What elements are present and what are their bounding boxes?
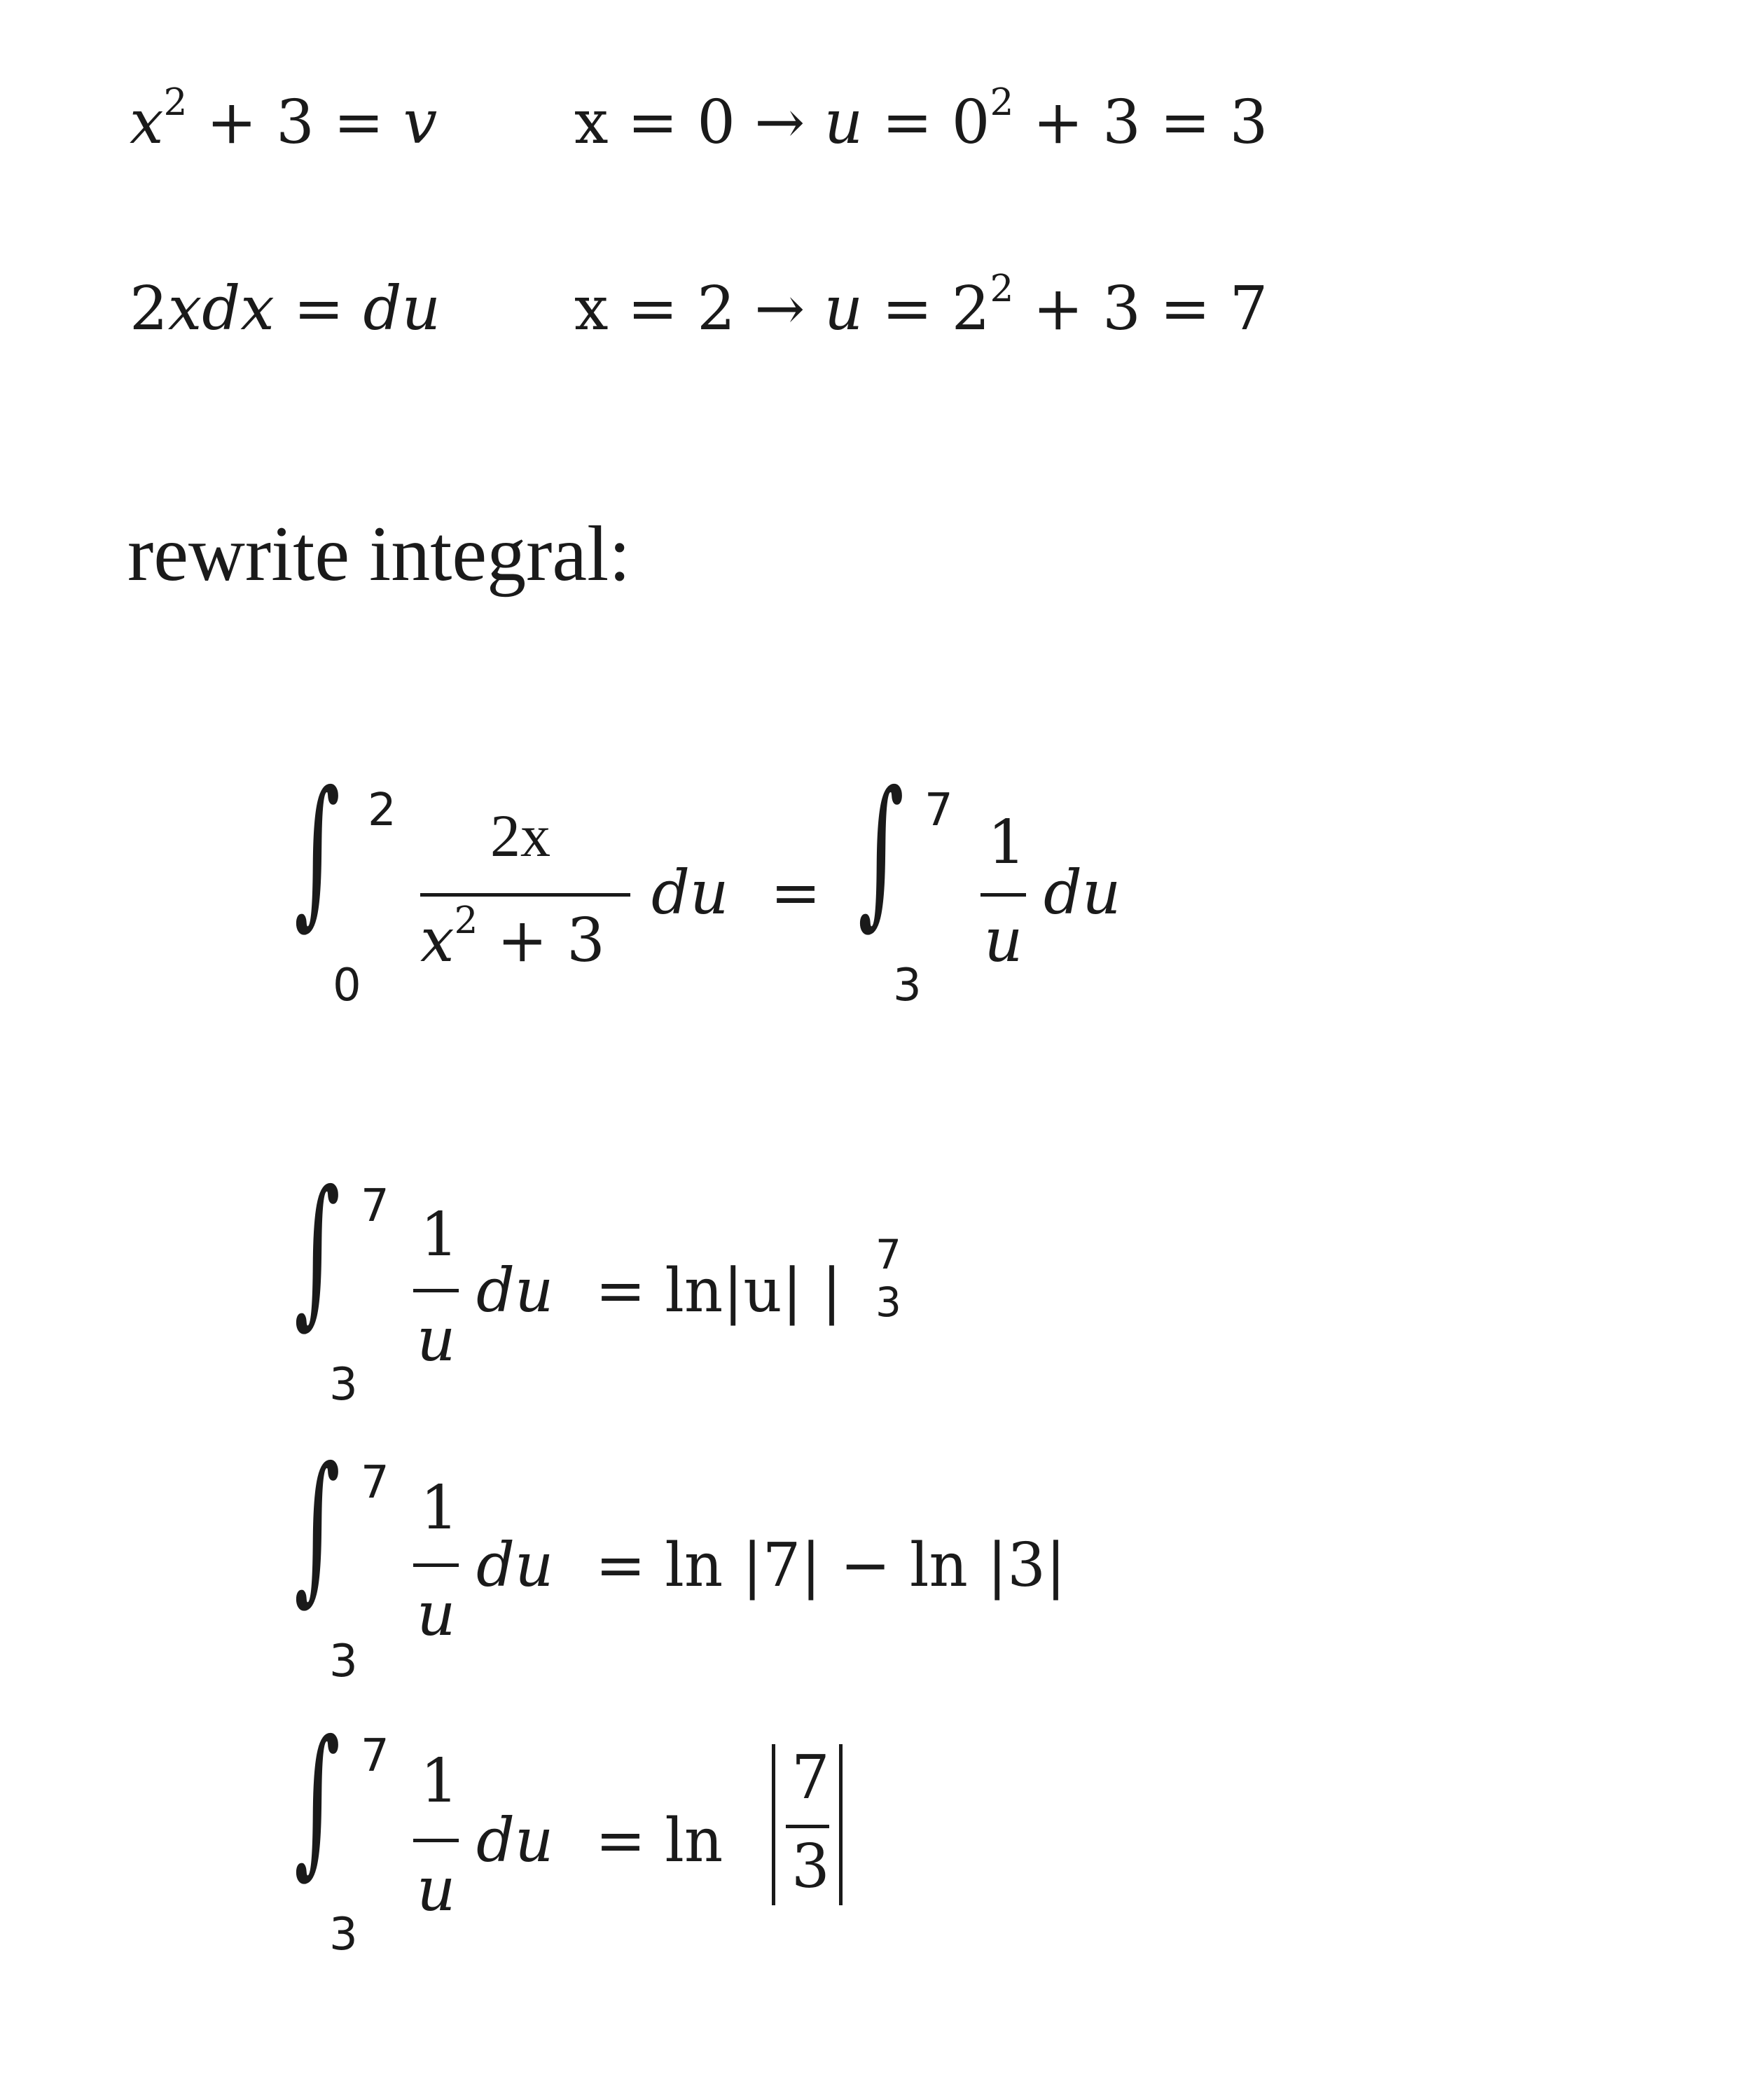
frac-numerator: 7 bbox=[791, 1743, 830, 1813]
expr-text: x = 0 → bbox=[574, 88, 824, 158]
fraction-bar bbox=[413, 1839, 459, 1842]
integral-sign: ∫ bbox=[294, 1706, 340, 1893]
lower-limit: 3 bbox=[329, 1909, 358, 1961]
integral-sign: ∫ bbox=[294, 1433, 340, 1620]
differential: du bbox=[476, 1256, 554, 1326]
result: = ln|u| | bbox=[595, 1256, 842, 1326]
upper-limit: 7 bbox=[361, 1180, 389, 1232]
lower-limit: 3 bbox=[329, 1359, 358, 1411]
expr-text: + 3 bbox=[478, 906, 605, 976]
integral-sign: ∫ bbox=[858, 757, 904, 944]
expr-du: du bbox=[363, 274, 441, 344]
denominator: u bbox=[417, 1580, 456, 1650]
exponent: 2 bbox=[990, 267, 1014, 311]
exponent: 2 bbox=[163, 81, 188, 125]
denominator: u bbox=[417, 1855, 456, 1925]
fraction-bar bbox=[786, 1825, 829, 1828]
numerator: 1 bbox=[420, 1200, 459, 1270]
numerator: 1 bbox=[988, 808, 1026, 878]
expr-xdx: xdx bbox=[167, 274, 275, 344]
fraction-bar bbox=[420, 893, 630, 897]
differential: du bbox=[651, 858, 729, 928]
coefficient: 2 bbox=[130, 274, 168, 344]
upper-limit: 7 bbox=[361, 1730, 389, 1782]
fraction-bar bbox=[413, 1563, 459, 1567]
substitution-line-1-left bbox=[130, 81, 438, 158]
var-u: u bbox=[824, 274, 864, 344]
differential: du bbox=[476, 1806, 554, 1876]
result: = ln bbox=[595, 1806, 723, 1876]
var-u: u bbox=[824, 88, 864, 158]
numerator: 2x bbox=[490, 802, 550, 869]
lower-limit: 3 bbox=[329, 1636, 358, 1687]
exponent: 2 bbox=[454, 899, 478, 943]
upper-limit: 7 bbox=[924, 785, 953, 836]
denominator: u bbox=[417, 1305, 456, 1375]
expr-text: + 3 = 7 bbox=[1013, 274, 1268, 344]
denominator: u bbox=[984, 906, 1023, 976]
integral-sign: ∫ bbox=[294, 1156, 340, 1343]
lower-limit: 0 bbox=[333, 960, 361, 1011]
denominator bbox=[420, 899, 605, 976]
differential: du bbox=[476, 1531, 554, 1601]
exponent: 2 bbox=[990, 81, 1014, 125]
upper-limit: 7 bbox=[361, 1457, 389, 1509]
eval-upper: 7 bbox=[875, 1231, 901, 1278]
expr-text: = 0 bbox=[863, 88, 990, 158]
var-x: x bbox=[130, 88, 164, 158]
result: = ln |7| − ln |3| bbox=[595, 1531, 1066, 1601]
eval-lower: 3 bbox=[875, 1278, 901, 1326]
differential: du bbox=[1044, 858, 1121, 928]
equals: = bbox=[770, 858, 822, 928]
lower-limit: 3 bbox=[893, 960, 922, 1011]
expr-text: + 3 = 3 bbox=[1013, 88, 1268, 158]
abs-bar-left bbox=[772, 1744, 775, 1905]
substitution-line-2-left bbox=[130, 274, 441, 344]
fraction-bar bbox=[981, 893, 1026, 897]
integral-sign: ∫ bbox=[294, 757, 340, 944]
frac-denominator: 3 bbox=[791, 1832, 830, 1902]
equals: = bbox=[274, 274, 363, 344]
abs-bar-right bbox=[839, 1744, 843, 1905]
numerator: 1 bbox=[420, 1746, 459, 1816]
substitution-line-2-right bbox=[574, 267, 1268, 344]
var-x: x bbox=[420, 906, 455, 976]
rewrite-heading: rewrite integral: bbox=[127, 511, 631, 597]
expr-text: x = 2 → bbox=[574, 274, 824, 344]
expr-text: + 3 = bbox=[187, 88, 403, 158]
fraction-bar bbox=[413, 1289, 459, 1292]
substitution-line-1-right bbox=[574, 81, 1268, 158]
expr-text: = 2 bbox=[863, 274, 990, 344]
numerator: 1 bbox=[420, 1473, 459, 1543]
upper-limit: 2 bbox=[368, 785, 396, 836]
var-v: v bbox=[403, 88, 438, 158]
